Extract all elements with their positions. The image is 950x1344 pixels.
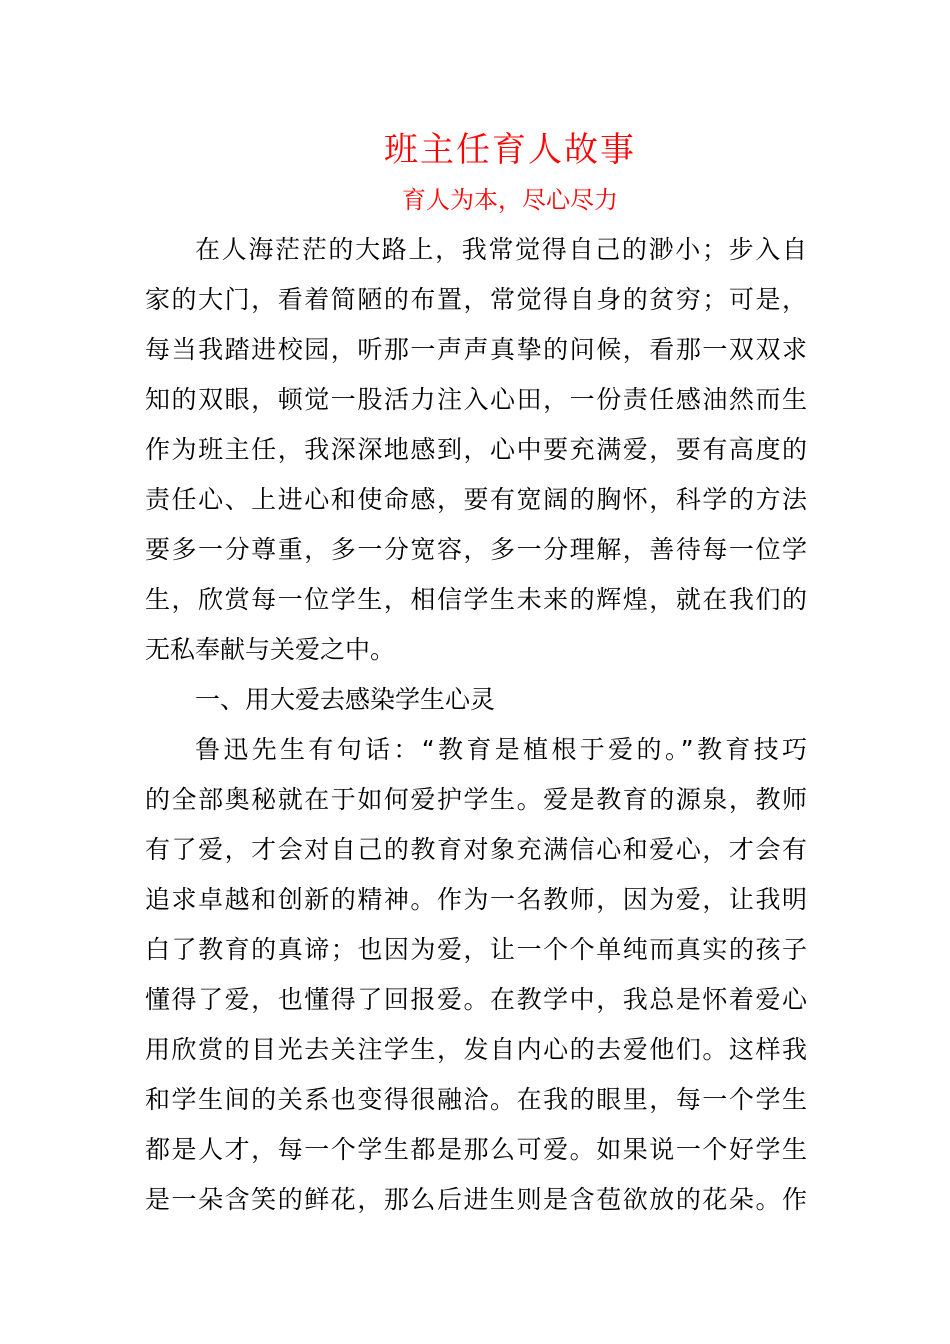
- text-line: 有了爱，才会对自己的教育对象充满信心和爱心，才会有: [145, 835, 807, 864]
- text-line: 责任心、上进心和使命感，要有宽阔的胸怀，科学的方法: [145, 485, 807, 514]
- text-line: 都是人才，每一个学生都是那么可爱。如果说一个好学生: [145, 1135, 807, 1164]
- document-subtitle: 育人为本，尽心尽力: [402, 186, 618, 214]
- text-line: 和学生间的关系也变得很融洽。在我的眼里，每一个学生: [145, 1085, 807, 1114]
- document-body: [145, 225, 807, 1225]
- text-line: 每当我踏进校园，听那一声声真挚的问候，看那一双双求: [145, 335, 807, 364]
- text-line: 是一朵含笑的鲜花，那么后进生则是含苞欲放的花朵。作: [145, 1185, 807, 1214]
- document-title: 班主任育人故事: [384, 130, 636, 170]
- text-line: 生，欣赏每一位学生，相信学生未来的辉煌，就在我们的: [145, 585, 807, 614]
- text-line: 用欣赏的目光去关注学生，发自内心的去爱他们。这样我: [145, 1035, 807, 1064]
- text-line: 在人海茫茫的大路上，我常觉得自己的渺小；步入自: [195, 235, 807, 264]
- text-line: 懂得了爱，也懂得了回报爱。在教学中，我总是怀着爱心: [145, 985, 807, 1014]
- section-heading: 一、用大爱去感染学生心灵: [195, 685, 496, 714]
- text-line: 鲁迅先生有句话：“教育是植根于爱的。”教育技巧: [195, 735, 807, 764]
- text-line: 追求卓越和创新的精神。作为一名教师，因为爱，让我明: [145, 885, 807, 914]
- text-line: 的全部奥秘就在于如何爱护学生。爱是教育的源泉，教师: [145, 785, 807, 814]
- text-line: 家的大门，看着简陋的布置，常觉得自身的贫穷；可是，: [145, 285, 807, 314]
- text-line: 作为班主任，我深深地感到，心中要充满爱，要有高度的: [145, 435, 807, 464]
- text-line: 白了教育的真谛；也因为爱，让一个个单纯而真实的孩子: [145, 935, 807, 964]
- text-line: 知的双眼，顿觉一股活力注入心田，一份责任感油然而生: [145, 385, 807, 414]
- text-line: 要多一分尊重，多一分宽容，多一分理解，善待每一位学: [145, 535, 807, 564]
- text-line: 无私奉献与关爱之中。: [145, 635, 396, 664]
